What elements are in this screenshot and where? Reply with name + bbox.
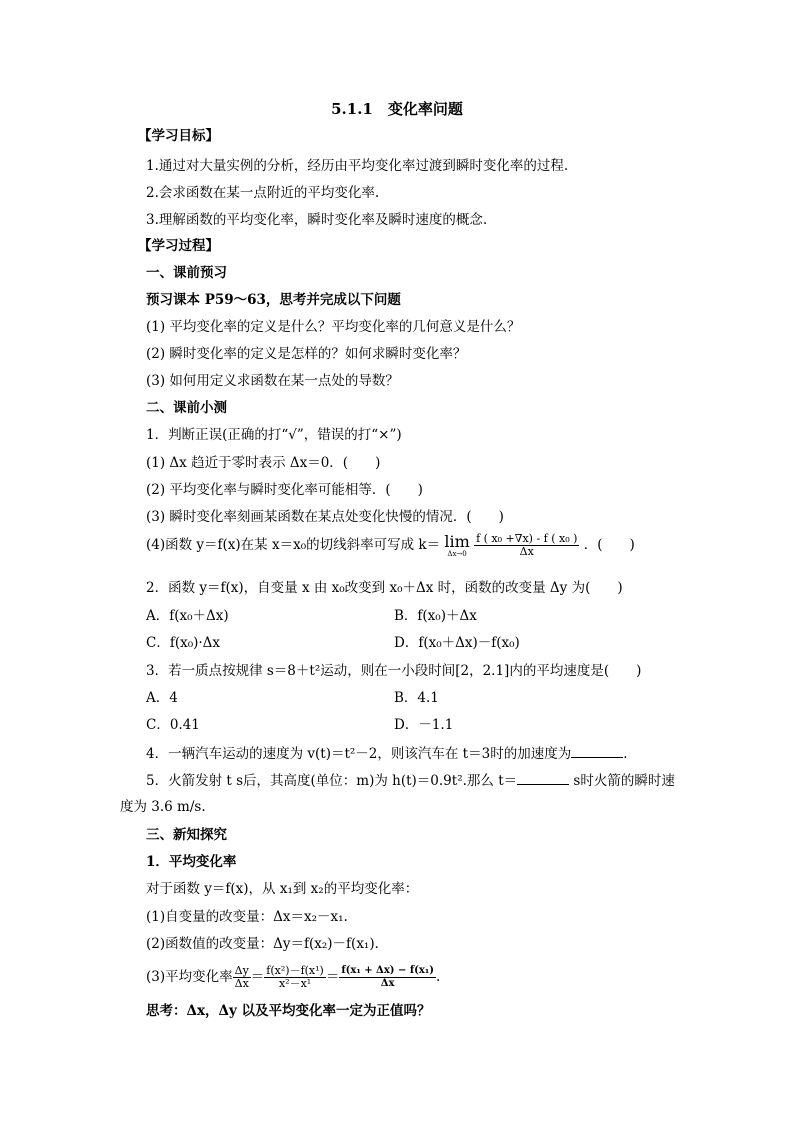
fraction-dy-dx bbox=[233, 965, 251, 990]
fraction-denominator: Δx bbox=[380, 978, 395, 989]
fraction-denominator: Δx bbox=[519, 545, 534, 558]
answer-blank bbox=[517, 771, 569, 785]
option-c: C．f(x₀)·Δx bbox=[146, 635, 221, 651]
option-b: B．4.1 bbox=[394, 690, 439, 706]
subsection-heading: 1．平均变化率 bbox=[146, 854, 237, 870]
fraction-numerator: f ( x₀ +∇x) - f ( x₀ ) bbox=[476, 532, 578, 545]
option-a: A．4 bbox=[146, 690, 178, 706]
question-item: (2) 平均变化率与瞬时变化率可能相等．( ) bbox=[146, 482, 423, 498]
question-stem: 3．若一质点按规律 s＝8＋t²运动，则在一小段时间[2，2.1]内的平均速度是( ) bbox=[146, 663, 642, 679]
fraction-numerator: f(x²)－f(x¹) bbox=[266, 964, 324, 977]
equals-sign: ＝ bbox=[250, 969, 265, 985]
question-item: (3) 瞬时变化率刻画某函数在某点处变化快慢的情况．( ) bbox=[146, 509, 504, 525]
limit-suffix: ．( ) bbox=[583, 537, 635, 553]
fraction-denominator: x²－x¹ bbox=[278, 977, 312, 990]
goals-heading: 【学习目标】 bbox=[138, 128, 219, 144]
preview-item: (2) 瞬时变化率的定义是怎样的？如何求瞬时变化率？ bbox=[146, 346, 467, 362]
preview-item: (3) 如何用定义求函数在某一点处的导数？ bbox=[146, 373, 399, 389]
section-heading: 三、新知探究 bbox=[146, 827, 227, 843]
preview-intro: 预习课本 P59～63，思考并完成以下问题 bbox=[146, 292, 401, 308]
option-a: A．f(x₀＋Δx) bbox=[146, 608, 229, 624]
goal-item: 2.会求函数在某一点附近的平均变化率. bbox=[146, 185, 380, 201]
goal-item: 3.理解函数的平均变化率，瞬时变化率及瞬时速度的概念. bbox=[146, 212, 488, 228]
section-heading: 一、课前预习 bbox=[146, 265, 227, 281]
question-stem: 2．函数 y＝f(x)，自变量 x 由 x₀改变到 x₀＋Δx 时，函数的改变量 Δy 为( ) bbox=[146, 580, 623, 596]
fraction-numerator: f(x₁ + Δx) − f(x₁) bbox=[341, 965, 434, 976]
option-c: C．0.41 bbox=[146, 717, 200, 733]
question-stem: 1．判断正误(正确的打“√”，错误的打“×”) bbox=[146, 427, 402, 443]
question-item: (1) Δx 趋近于零时表示 Δx＝0．( ) bbox=[146, 455, 381, 471]
limit-prefix: (4)函数 y＝f(x)在某 x＝x₀的切线斜率可写成 k＝ bbox=[146, 537, 441, 553]
formula-suffix: . bbox=[435, 969, 441, 985]
fraction-delta bbox=[339, 965, 436, 990]
formula-prefix: (3)平均变化率 bbox=[146, 969, 233, 985]
average-rate-formula bbox=[146, 962, 440, 992]
answer-blank bbox=[571, 744, 623, 758]
fraction-denominator: Δx bbox=[234, 977, 249, 990]
lim-subscript: Δx→0 bbox=[447, 549, 467, 558]
limit-operator bbox=[444, 531, 470, 558]
definition-intro: 对于函数 y＝f(x)，从 x₁到 x₂的平均变化率： bbox=[146, 881, 419, 897]
process-heading: 【学习过程】 bbox=[138, 238, 219, 254]
question-text-end: ． bbox=[623, 746, 637, 762]
question-text: 4．一辆汽车运动的速度为 v(t)＝t²－2，则该汽车在 t＝3时的加速度为 bbox=[146, 746, 572, 762]
think-question: 思考：Δx，Δy 以及平均变化率一定为正值吗？ bbox=[146, 1003, 431, 1019]
goal-item: 1.通过对大量实例的分析，经历由平均变化率过渡到瞬时变化率的过程. bbox=[146, 158, 569, 174]
question-item-limit bbox=[146, 532, 635, 558]
option-d: D．f(x₀＋Δx)－f(x₀) bbox=[394, 635, 520, 651]
definition-item: (2)函数值的改变量：Δy＝f(x₂)－f(x₁)． bbox=[146, 936, 389, 952]
definition-item: (1)自变量的改变量：Δx＝x₂－x₁. bbox=[146, 909, 348, 925]
page-title: 5.1.1 变化率问题 bbox=[331, 100, 463, 118]
lim-text: lim bbox=[444, 531, 470, 551]
fraction-difference bbox=[264, 965, 326, 990]
question-text: 5．火箭发射 t s后，其高度(单位：m)为 h(t)＝0.9t².那么 t＝ bbox=[146, 773, 518, 789]
question-text-end: s时火箭的瞬时速 bbox=[569, 773, 675, 789]
limit-fraction bbox=[474, 533, 579, 558]
preview-item: (1) 平均变化率的定义是什么？平均变化率的几何意义是什么？ bbox=[146, 319, 521, 335]
question-continuation: 度为 3.6 m/s. bbox=[120, 799, 206, 815]
option-b: B．f(x₀)＋Δx bbox=[394, 608, 477, 624]
equals-sign: ＝ bbox=[325, 969, 340, 985]
question-fill bbox=[146, 744, 637, 763]
section-heading: 二、课前小测 bbox=[146, 400, 227, 416]
option-d: D．－1.1 bbox=[394, 717, 454, 733]
fraction-numerator: Δy bbox=[234, 964, 249, 977]
question-fill bbox=[146, 771, 675, 790]
